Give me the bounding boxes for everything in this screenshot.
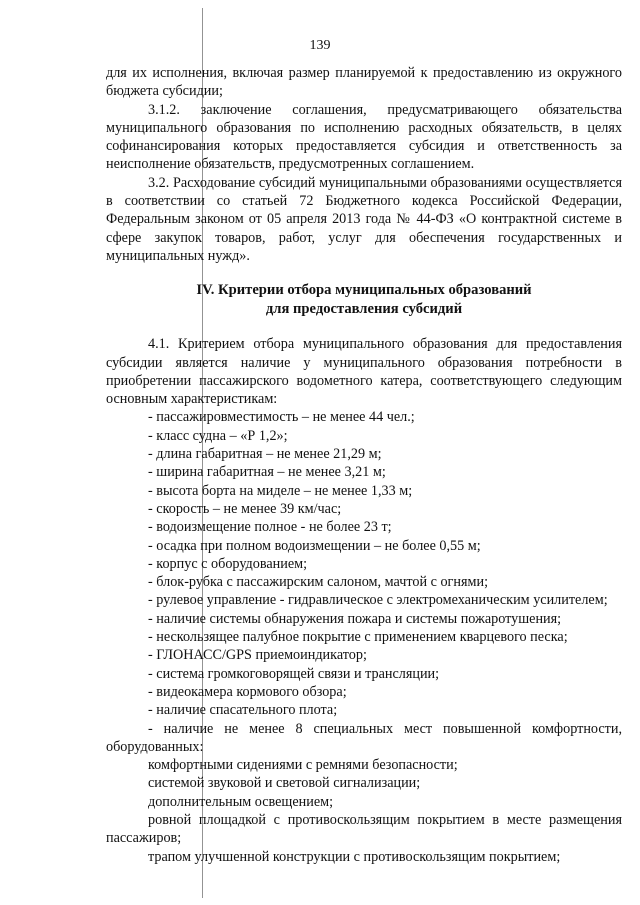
sub-item: ровной площадкой с противоскользящим покрытием в месте размещения пассажиров; xyxy=(106,811,622,847)
criteria-item: - высота борта на миделе – не менее 1,33 м; xyxy=(148,482,413,499)
criteria-item: - видеокамера кормового обзора; xyxy=(148,683,347,700)
criteria-item: - корпус с оборудованием; xyxy=(148,555,308,572)
criteria-item: - ГЛОНАСС/GPS приемоиндикатор; xyxy=(148,647,367,664)
criteria-item: - ширина габаритная – не менее 3,21 м; xyxy=(148,464,386,481)
page-number: 139 xyxy=(309,38,331,53)
paragraph-4-1: 4.1. Критерием отбора муниципального образования для предоставления субсидии является наличие у муниципального образования потребности в приобретении пассажирского водометного катера, соответствующего следующим основным характеристикам: xyxy=(106,336,622,408)
section-heading xyxy=(106,281,622,319)
criteria-item: - скорость – не менее 39 км/час; xyxy=(148,500,342,517)
paragraph-3-1-2: 3.1.2. заключение соглашения, предусматривающего обязательства муниципального образования по исполнению расходных обязательств, в целях софинансирования которых предоставляется субсидия и ответственность за неисполнение обязательств, предусмотренных соглашением. xyxy=(106,101,622,173)
sub-item: системой звуковой и световой сигнализации; xyxy=(148,775,421,792)
criteria-item: - наличие системы обнаружения пожара и системы пожаротушения; xyxy=(148,610,562,627)
sub-item: трапом улучшенной конструкции с противоскользящим покрытием; xyxy=(148,848,561,865)
criteria-item: - пассажировместимость – не менее 44 чел.; xyxy=(148,409,415,426)
criteria-item: - блок-рубка с пассажирским салоном, мачтой с огнями; xyxy=(148,574,489,591)
criteria-item: - система громкоговорящей связи и трансляции; xyxy=(148,665,440,682)
criteria-item: - наличие не менее 8 специальных мест повышенной комфортности, оборудованных: xyxy=(106,720,622,755)
criteria-item: - длина габаритная – не менее 21,29 м; xyxy=(148,446,382,463)
paragraph-continuation: для их исполнения, включая размер планируемой к предоставлению из окружного бюджета субсидии; xyxy=(106,65,622,100)
section-heading-line-2: для предоставления субсидий xyxy=(265,301,463,318)
paragraph-3-2: 3.2. Расходование субсидий муниципальными образованиями осуществляется в соответствии со статьей 72 Бюджетного кодекса Российской Федерации, Федеральным законом от 05 апреля 2013 года № 44-ФЗ «О контрактной системе в сфере закупок товаров, работ, услуг для обеспечения государственных и муниципальных нужд». xyxy=(106,174,622,264)
criteria-item: - наличие спасательного плота; xyxy=(148,702,338,719)
sub-item: дополнительным освещением; xyxy=(148,793,334,810)
section-heading-line-1: IV. Критерии отбора муниципальных образований xyxy=(196,282,532,299)
criteria-item: - осадка при полном водоизмещении – не более 0,55 м; xyxy=(148,537,481,554)
criteria-item: - класс судна – «Р 1,2»; xyxy=(148,427,288,444)
criteria-item: - водоизмещение полное - не более 23 т; xyxy=(148,519,392,536)
sub-item: комфортными сидениями с ремнями безопасности; xyxy=(148,757,458,774)
document-body xyxy=(106,64,622,866)
criteria-item: - нескользящее палубное покрытие с применением кварцевого песка; xyxy=(148,629,568,646)
criteria-item: - рулевое управление - гидравлическое с электромеханическим усилителем; xyxy=(148,592,608,609)
